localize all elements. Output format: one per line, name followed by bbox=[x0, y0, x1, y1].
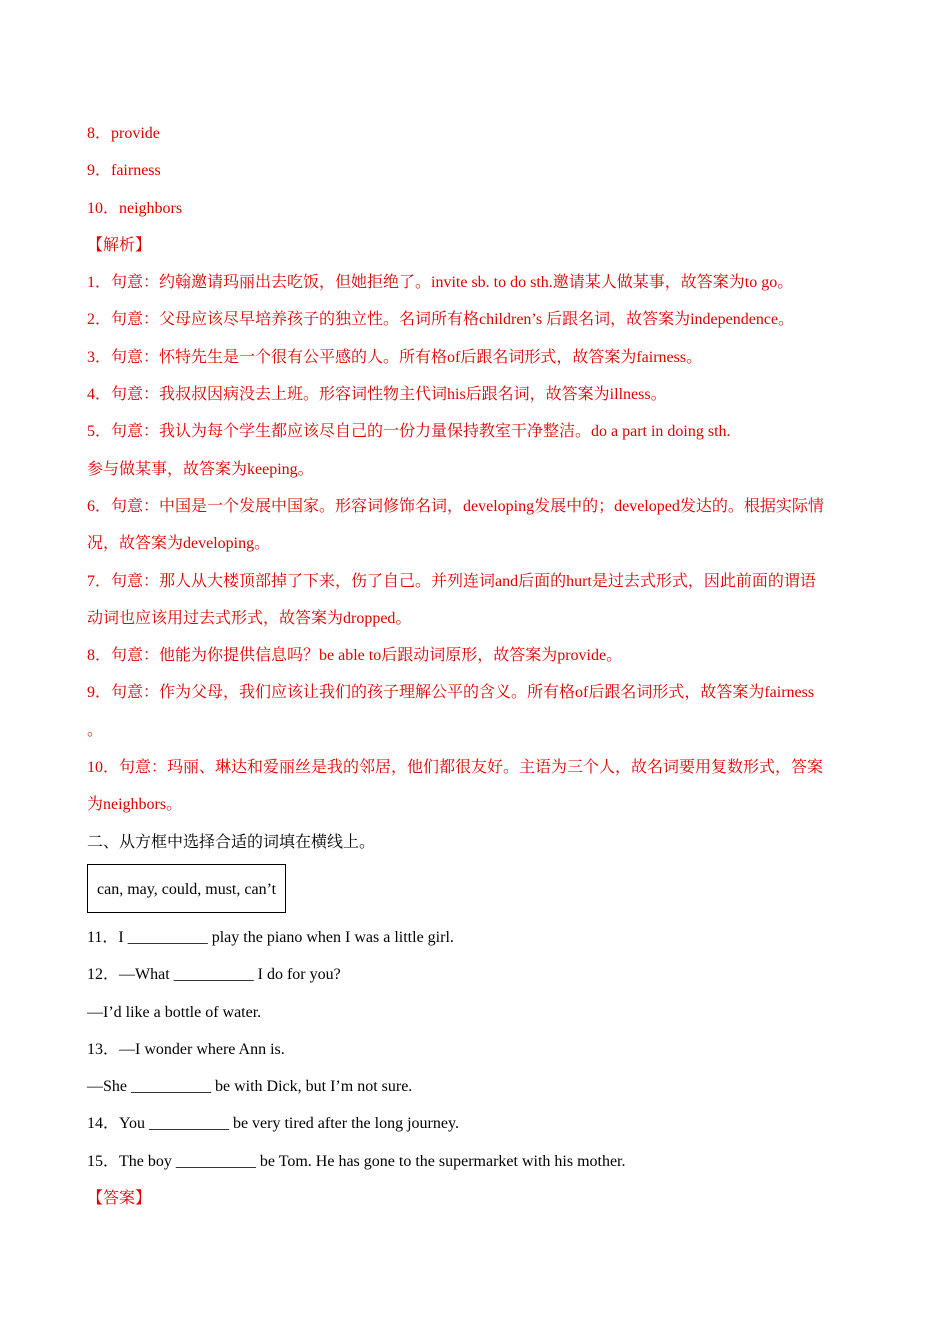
answer-item: 8．provide bbox=[87, 125, 160, 142]
answer-item: 9．fairness bbox=[87, 162, 161, 180]
question-list bbox=[87, 919, 867, 1180]
analysis-line: 8．句意：他能为你提供信息吗？be able to后跟动词原形，故答案为provide。 bbox=[87, 647, 623, 665]
analysis-line: 3．句意：怀特先生是一个很有公平感的人。所有格of后跟名词形式，故答案为fairness。 bbox=[87, 348, 703, 366]
analysis-line: 2．句意：父母应该尽早培养孩子的独立性。名词所有格children’s 后跟名词，故答案为independence。 bbox=[87, 311, 795, 329]
word-box-container bbox=[87, 861, 867, 917]
analysis-line: 。 bbox=[87, 721, 104, 739]
analysis-line: 为neighbors。 bbox=[87, 796, 183, 814]
analysis-line: 况，故答案为developing。 bbox=[87, 535, 271, 553]
answer-heading: 【答案】 bbox=[87, 1190, 152, 1208]
question-line: 12．—What __________ I do for you? bbox=[87, 966, 341, 984]
analysis-heading: 【解析】 bbox=[87, 236, 152, 254]
analysis-line: 7．句意：那人从大楼顶部掉了下来，伤了自己。并列连词and后面的hurt是过去式形式，因此前面的谓语 bbox=[87, 572, 816, 590]
analysis-line: 5．句意：我认为每个学生都应该尽自己的一份力量保持教室干净整洁。do a part in doing sth. bbox=[87, 423, 731, 441]
analysis-line: 1．句意：约翰邀请玛丽出去吃饭，但她拒绝了。invite sb. to do sth.邀请某人做某事，故答案为to go。 bbox=[87, 274, 794, 292]
question-line: —I’d like a bottle of water. bbox=[87, 1003, 262, 1021]
answer-item: 10．neighbors bbox=[87, 199, 183, 217]
section-title: 二、从方框中选择合适的词填在横线上。 bbox=[87, 833, 376, 851]
analysis-line: 动词也应该用过去式形式，故答案为dropped。 bbox=[87, 609, 412, 627]
analysis-line: 9．句意：作为父母，我们应该让我们的孩子理解公平的含义。所有格of后跟名词形式，故答案为fairness bbox=[87, 684, 815, 702]
question-line: 13．—I wonder where Ann is. bbox=[87, 1040, 285, 1058]
question-line: 15．The boy __________ be Tom. He has gone to the supermarket with his mother. bbox=[87, 1152, 626, 1170]
analysis-line: 4．句意：我叔叔因病没去上班。形容词性物主代词his后跟名词，故答案为illness。 bbox=[87, 386, 667, 404]
question-line: —She __________ be with Dick, but I’m not sure. bbox=[87, 1078, 413, 1096]
document-page bbox=[87, 115, 867, 1217]
question-line: 11．I __________ play the piano when I was a little girl. bbox=[87, 928, 454, 946]
analysis-line: 10．句意：玛丽、琳达和爱丽丝是我的邻居，他们都很友好。主语为三个人，故名词要用复数形式，答案 bbox=[87, 759, 824, 777]
analysis-line: 参与做某事，故答案为keeping。 bbox=[87, 460, 314, 478]
question-line: 14．You __________ be very tired after the long journey. bbox=[87, 1115, 459, 1133]
analysis-block bbox=[87, 264, 867, 823]
analysis-line: 6．句意：中国是一个发展中国家。形容词修饰名词，developing发展中的；developed发达的。根据实际情 bbox=[87, 497, 824, 515]
word-box: can, may, could, must, can’t bbox=[87, 864, 286, 913]
